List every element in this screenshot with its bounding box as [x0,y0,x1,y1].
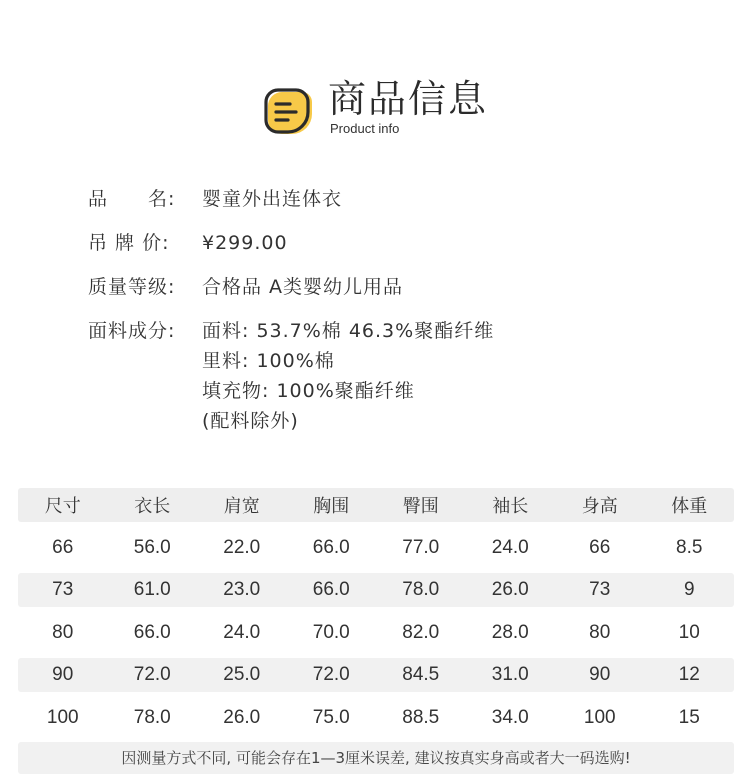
table-header-cell: 尺寸 [44,496,81,517]
table-cell: 70.0 [312,621,350,643]
table-cell: 66.0 [312,536,350,558]
table-cell: 26.0 [223,706,261,728]
table-cell: 23.0 [223,579,261,600]
table-row [18,658,734,692]
table-cell: 24.0 [223,621,261,643]
table-cell: 8.5 [676,536,703,558]
table-cell: 78.0 [133,706,171,728]
table-header-cell: 袖长 [492,496,529,517]
table-cell: 66 [589,536,611,558]
table-header-cell: 胸围 [313,496,350,517]
table-cell: 77.0 [402,536,440,558]
table-cell: 9 [683,579,695,600]
size-table [18,488,734,735]
info-label: 品 名: [88,188,176,210]
document-lines-icon [262,84,314,136]
product-info-list [88,184,708,450]
section-header [262,76,522,140]
table-cell: 90 [589,664,611,685]
table-row [18,701,734,735]
table-cell: 66 [52,536,74,558]
table-cell: 31.0 [491,664,529,685]
table-row [18,573,734,607]
table-cell: 72.0 [133,664,171,685]
table-header-cell: 身高 [581,496,618,517]
table-cell: 66.0 [133,621,171,643]
table-cell: 78.0 [402,579,440,600]
table-cell: 80 [52,621,74,643]
table-cell: 80 [589,621,611,643]
table-header-cell: 臀围 [402,496,439,517]
info-label: 面料成分: [88,320,176,342]
page-title: 商品信息 [328,77,489,121]
info-value [202,228,708,258]
info-label: 质量等级: [88,276,176,298]
table-cell: 73 [52,579,74,600]
info-value-line: 里料: 100%棉 [202,350,335,372]
table-row [18,531,734,565]
table-cell: 22.0 [223,536,261,558]
info-row-grade [88,272,708,302]
table-cell: 88.5 [402,706,440,728]
table-cell: 34.0 [491,706,529,728]
table-row [18,616,734,650]
info-value [202,184,708,214]
table-cell: 12 [678,664,700,685]
page-subtitle: Product info [330,121,400,136]
table-cell: 73 [589,579,611,600]
info-row-name [88,184,708,214]
table-cell: 100 [46,706,79,728]
table-body [18,531,734,735]
info-label: 吊 牌 价: [88,232,170,254]
table-cell: 25.0 [223,664,261,685]
table-cell: 75.0 [312,706,350,728]
table-cell: 61.0 [133,579,171,600]
table-cell: 28.0 [491,621,529,643]
table-cell: 15 [678,706,700,728]
table-cell: 82.0 [402,621,440,643]
info-value-line: (配料除外) [202,410,299,432]
table-header-cell: 肩宽 [223,496,260,517]
info-value-line: 面料: 53.7%棉 46.3%聚酯纤维 [202,320,495,342]
info-value [202,272,708,302]
table-cell: 26.0 [491,579,529,600]
table-cell: 72.0 [312,664,350,685]
info-value [202,316,708,436]
table-cell: 10 [678,621,700,643]
table-header-cell: 体重 [671,496,708,517]
info-value-line: ¥299.00 [202,232,288,254]
table-cell: 24.0 [491,536,529,558]
info-value-line: 合格品 A类婴幼儿用品 [202,276,404,298]
table-cell: 100 [583,706,616,728]
measurement-note: 因测量方式不同, 可能会存在1—3厘米误差, 建议按真实身高或者大一码选购! [18,742,734,774]
table-cell: 56.0 [133,536,171,558]
table-header-cell: 衣长 [134,496,171,517]
table-cell: 66.0 [312,579,350,600]
info-value-line: 填充物: 100%聚酯纤维 [202,380,415,402]
info-row-material [88,316,708,436]
table-header-row [18,488,734,522]
table-cell: 84.5 [402,664,440,685]
info-row-price [88,228,708,258]
table-cell: 90 [52,664,74,685]
info-value-line: 婴童外出连体衣 [202,188,343,210]
